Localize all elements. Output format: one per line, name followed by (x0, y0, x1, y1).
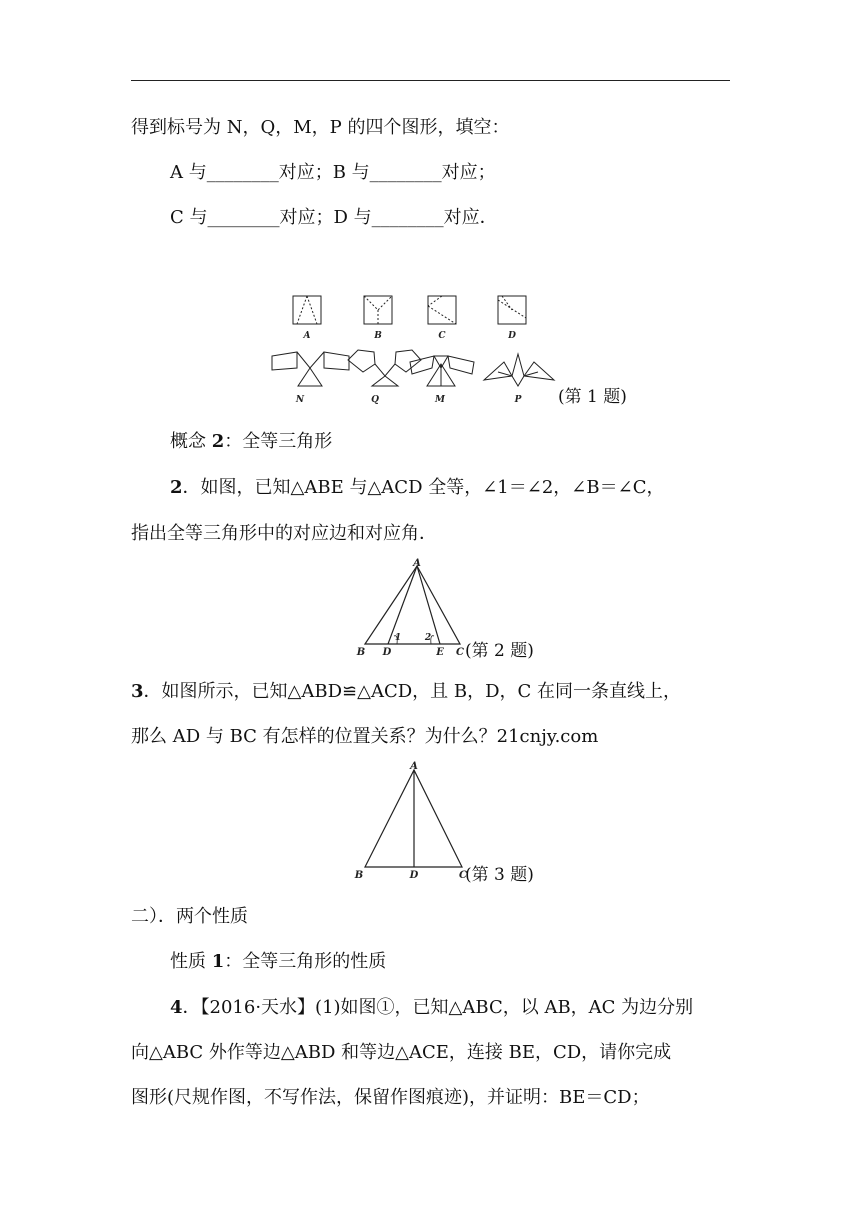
shape-label-p: P (514, 395, 522, 405)
fig3-label-c: C (459, 870, 467, 881)
square-label-d: D (508, 331, 516, 341)
fig3-label-d: D (409, 870, 419, 881)
q1-fill-row-2: C 与________对应；D 与________对应． (170, 207, 498, 228)
figure-2-caption: (第 2 题) (465, 641, 534, 661)
q2-text-line-1: 2．如图，已知△ABE 与△ACD 全等，∠1＝∠2，∠B＝∠C， (170, 477, 665, 498)
figure-2 (350, 556, 480, 660)
concept-2-heading: 概念 2：全等三角形 (170, 431, 333, 452)
q4-text-line-1: 4．【2016·天水】(1)如图①，已知△ABC，以 AB，AC 为边分别 (170, 997, 694, 1018)
shape-label-n: N (295, 395, 305, 405)
square-label-b: B (374, 331, 382, 341)
fig2-label-c: C (456, 647, 464, 658)
q4-text-line-2: 向△ABC 外作等边△ABD 和等边△ACE，连接 BE，CD，请你完成 (131, 1042, 672, 1063)
fig2-angle-2: 2 (424, 633, 432, 643)
square-label-c: C (438, 331, 446, 341)
figure-1-caption: (第 1 题) (558, 387, 627, 407)
square-label-a: A (303, 331, 311, 341)
q4-text-line-3: 图形(尺规作图，不写作法，保留作图痕迹)，并证明：BE＝CD； (131, 1087, 650, 1108)
figure-3-caption: (第 3 题) (465, 865, 534, 885)
q3-text-line-1: 3．如图所示，已知△ABD≌△ACD，且 B，D，C 在同一条直线上， (131, 681, 682, 702)
fig2-angle-1: 1 (394, 633, 402, 643)
fig2-label-d: D (382, 647, 392, 658)
fig3-label-a: A (410, 761, 418, 772)
shape-label-q: Q (371, 395, 379, 405)
fig2-label-b: B (356, 647, 366, 658)
shape-label-m: M (435, 395, 445, 405)
q1-fill-row-1: A 与________对应；B 与________对应； (170, 162, 496, 183)
fig3-label-b: B (354, 870, 364, 881)
figure-1 (262, 290, 562, 408)
q2-text-line-2: 指出全等三角形中的对应边和对应角． (131, 523, 437, 544)
figure-3 (350, 758, 480, 884)
fig2-label-e: E (436, 647, 444, 658)
property-1-heading: 性质 1：全等三角形的性质 (170, 951, 387, 972)
section-2-heading: 二）．两个性质 (131, 906, 248, 927)
q1-intro: 得到标号为 N，Q，M，P 的四个图形，填空： (131, 117, 510, 138)
q3-text-line-2: 那么 AD 与 BC 有怎样的位置关系？为什么？21cnjy.com (131, 726, 599, 747)
fig2-label-a: A (413, 558, 421, 569)
header-rule (131, 80, 730, 81)
